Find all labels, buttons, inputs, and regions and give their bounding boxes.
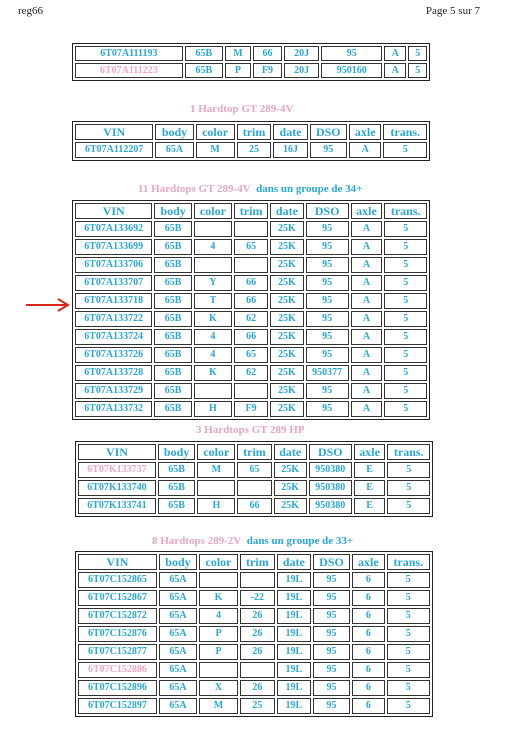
cell-date: 25K (274, 498, 307, 514)
table-row (78, 626, 430, 642)
cell-body: 65B (185, 46, 223, 61)
cell-axle: A (351, 221, 383, 237)
cell-dso: 950380 (309, 480, 352, 496)
column-header: trans. (384, 203, 427, 219)
column-header: trans. (387, 444, 430, 460)
table-row (78, 572, 430, 588)
cell-vin: 6T07A133722 (75, 311, 152, 327)
cell-trans: 5 (387, 590, 430, 606)
column-header: axle (352, 554, 384, 570)
cell-body: 65A (159, 626, 197, 642)
cell-color: P (199, 644, 238, 660)
cell-dso: 95 (306, 383, 349, 399)
cell-trim: 26 (240, 644, 275, 660)
cell-vin: 6T07A111223 (75, 63, 183, 78)
cell-vin: 6T07A133706 (75, 257, 152, 273)
section-title-text: 11 Hardtops GT 289-4V (138, 183, 251, 195)
table-row (75, 239, 427, 255)
cell-trim: 25 (237, 142, 272, 158)
cell-date: 25K (270, 257, 303, 273)
cell-axle: 6 (352, 698, 384, 714)
column-header: color (197, 444, 235, 460)
table-row (78, 662, 430, 678)
cell-vin: 6T07A133707 (75, 275, 152, 291)
cell-dso: 95 (313, 608, 350, 624)
cell-trans: 5 (384, 401, 427, 417)
cell-axle: A (349, 142, 381, 158)
cell-axle: E (354, 480, 386, 496)
cell-trans: 5 (387, 608, 430, 624)
cell-axle: 6 (352, 608, 384, 624)
cell-trans: 5 (384, 293, 427, 309)
table-header-row (78, 444, 430, 460)
cell-date: 25K (270, 401, 303, 417)
column-header: body (155, 124, 193, 140)
cell-axle: A (351, 401, 383, 417)
cell-date: 19L (277, 572, 311, 588)
cell-body: 65A (159, 680, 197, 696)
table-row (75, 293, 427, 309)
cell-color (194, 383, 232, 399)
column-header: body (154, 203, 191, 219)
cell-trans: 5 (384, 221, 427, 237)
cell-body: 65B (154, 221, 191, 237)
cell-vin: 6T07A133692 (75, 221, 152, 237)
cell-dso: 95 (313, 698, 350, 714)
cell-date: 25K (270, 365, 303, 381)
cell-dso: 95 (306, 401, 349, 417)
cell-vin: 6T07K133741 (78, 498, 156, 514)
cell-color: H (197, 498, 235, 514)
table-row (78, 680, 430, 696)
cell-vin: 6T07A133724 (75, 329, 152, 345)
cell-trim: 66 (234, 329, 268, 345)
cell-trim: 26 (240, 680, 275, 696)
column-header: VIN (75, 124, 153, 140)
cell-body: 65B (154, 239, 191, 255)
cell-date: 25K (274, 480, 307, 496)
cell-vin: 6T07C152867 (78, 590, 157, 606)
cell-vin: 6T07C152865 (78, 572, 157, 588)
cell-date: 25K (270, 329, 303, 345)
table-row (78, 498, 430, 514)
column-header: date (273, 124, 307, 140)
cell-trim: 66 (234, 293, 268, 309)
table-header-row (78, 554, 430, 570)
cell-vin: 6T07C152886 (78, 662, 157, 678)
cell-color: 4 (199, 608, 238, 624)
cell-date: 19L (277, 590, 311, 606)
cell-trans: 5 (387, 462, 430, 478)
cell-trim: F9 (253, 63, 282, 78)
cell-body: 65B (154, 311, 191, 327)
table-row (78, 698, 430, 714)
cell-trans: 5 (384, 365, 427, 381)
cell-axle: A (384, 46, 406, 61)
cell-body: 65B (154, 401, 191, 417)
cell-body: 65B (154, 275, 191, 291)
cell-trans: 5 (408, 63, 427, 78)
column-header: date (274, 444, 307, 460)
table-row (75, 257, 427, 273)
cell-trim: 62 (234, 311, 268, 327)
cell-vin: 6T07K133737 (78, 462, 156, 478)
cell-trim (240, 662, 275, 678)
cell-body: 65B (158, 480, 195, 496)
cell-vin: 6T07C152876 (78, 626, 157, 642)
cell-date: 19L (277, 644, 311, 660)
column-header: VIN (75, 203, 152, 219)
cell-color (197, 480, 235, 496)
cell-date: 25K (270, 221, 303, 237)
column-header: trim (234, 203, 268, 219)
cell-date: 25K (270, 347, 303, 363)
cell-date: 19L (277, 662, 311, 678)
vin-table-289-2v-group (75, 551, 433, 717)
cell-date: 19L (277, 608, 311, 624)
cell-color: K (199, 590, 238, 606)
cell-trim: 65 (234, 239, 268, 255)
cell-trans: 5 (387, 698, 430, 714)
cell-color: 4 (194, 347, 232, 363)
column-header: axle (349, 124, 381, 140)
cell-date: 25K (270, 383, 303, 399)
cell-trans: 5 (387, 480, 430, 496)
cell-color: M (199, 698, 238, 714)
cell-dso: 95 (306, 329, 349, 345)
table-row (78, 608, 430, 624)
table-row (75, 221, 427, 237)
cell-trans: 5 (384, 311, 427, 327)
column-header: body (158, 444, 195, 460)
cell-trans: 5 (384, 329, 427, 345)
column-header: trans. (383, 124, 427, 140)
cell-dso: 95 (310, 142, 347, 158)
cell-date: 19L (277, 626, 311, 642)
cell-vin: 6T07A133726 (75, 347, 152, 363)
cell-axle: A (384, 63, 406, 78)
column-header: DSO (313, 554, 350, 570)
table-row (75, 383, 427, 399)
cell-axle: A (351, 293, 383, 309)
cell-dso: 95 (306, 239, 349, 255)
cell-body: 65A (159, 698, 197, 714)
table-row (75, 142, 427, 158)
vin-table-continued (72, 43, 430, 81)
cell-axle: A (351, 239, 383, 255)
cell-color: T (194, 293, 232, 309)
cell-trim (234, 221, 268, 237)
cell-dso: 95 (306, 221, 349, 237)
cell-axle: 6 (352, 572, 384, 588)
cell-body: 65A (159, 590, 197, 606)
vin-table-gt-289-4v-group (72, 200, 430, 420)
cell-body: 65B (154, 257, 191, 273)
cell-trim: -22 (240, 590, 275, 606)
column-header: DSO (306, 203, 349, 219)
column-header: body (159, 554, 197, 570)
cell-axle: 6 (352, 680, 384, 696)
cell-color: M (196, 142, 235, 158)
column-header: color (194, 203, 232, 219)
cell-trans: 5 (387, 680, 430, 696)
vin-table-gt-289-4v-single (72, 121, 430, 161)
cell-axle: A (351, 365, 383, 381)
column-header: trim (240, 554, 275, 570)
column-header: VIN (78, 444, 156, 460)
page-header-left: reg66 (18, 5, 44, 17)
cell-trim: 26 (240, 626, 275, 642)
cell-vin: 6T07A111193 (75, 46, 183, 61)
cell-body: 65B (158, 462, 195, 478)
section-title-text: 3 Hardtops GT 289 HP (196, 424, 305, 436)
cell-body: 65B (154, 293, 191, 309)
table-row (75, 46, 427, 61)
cell-trim: 66 (234, 275, 268, 291)
cell-axle: E (354, 462, 386, 478)
table-row (75, 63, 427, 78)
section-title-tail: dans un groupe de 34+ (256, 183, 363, 195)
cell-trans: 5 (387, 572, 430, 588)
cell-body: 65B (154, 365, 191, 381)
cell-trans: 5 (387, 498, 430, 514)
section-title-gt-289-hp (196, 424, 305, 436)
cell-date: 20J (284, 63, 319, 78)
cell-vin: 6T07A133732 (75, 401, 152, 417)
cell-trim: 62 (234, 365, 268, 381)
cell-date: 25K (270, 311, 303, 327)
vin-table-gt-289-hp (75, 441, 433, 517)
cell-body: 65A (159, 608, 197, 624)
cell-axle: A (351, 275, 383, 291)
cell-trim: F9 (234, 401, 268, 417)
cell-body: 65A (159, 644, 197, 660)
cell-body: 65B (154, 347, 191, 363)
table-row (78, 480, 430, 496)
cell-vin: 6T07C152897 (78, 698, 157, 714)
column-header: axle (354, 444, 386, 460)
cell-color: K (194, 365, 232, 381)
table-row (75, 347, 427, 363)
column-header: color (199, 554, 238, 570)
cell-dso: 950160 (321, 63, 382, 78)
cell-dso: 95 (313, 590, 350, 606)
cell-dso: 95 (306, 293, 349, 309)
cell-trim (237, 480, 271, 496)
cell-color: K (194, 311, 232, 327)
cell-vin: 6T07K133740 (78, 480, 156, 496)
cell-axle: E (354, 498, 386, 514)
cell-trim: 26 (240, 608, 275, 624)
cell-color (199, 572, 238, 588)
cell-body: 65A (155, 142, 193, 158)
cell-trans: 5 (384, 239, 427, 255)
cell-color: 4 (194, 329, 232, 345)
cell-color: Y (194, 275, 232, 291)
cell-vin: 6T07A133728 (75, 365, 152, 381)
table-row (75, 275, 427, 291)
table-row (78, 644, 430, 660)
cell-trans: 5 (383, 142, 427, 158)
cell-date: 19L (277, 698, 311, 714)
cell-axle: A (351, 329, 383, 345)
cell-vin: 6T07A133718 (75, 293, 152, 309)
cell-dso: 950380 (309, 462, 352, 478)
cell-trans: 5 (384, 347, 427, 363)
cell-trim: 65 (234, 347, 268, 363)
table-row (75, 401, 427, 417)
cell-date: 25K (270, 293, 303, 309)
cell-body: 65B (158, 498, 195, 514)
cell-date: 19L (277, 680, 311, 696)
cell-dso: 95 (313, 572, 350, 588)
cell-axle: A (351, 257, 383, 273)
cell-axle: 6 (352, 662, 384, 678)
cell-color: M (197, 462, 235, 478)
table-header-row (75, 203, 427, 219)
cell-body: 65A (159, 662, 197, 678)
cell-color: M (225, 46, 251, 61)
cell-trans: 5 (384, 275, 427, 291)
cell-dso: 95 (313, 680, 350, 696)
cell-color: 4 (194, 239, 232, 255)
cell-dso: 95 (306, 347, 349, 363)
cell-body: 65B (154, 329, 191, 345)
cell-trim: 25 (240, 698, 275, 714)
cell-dso: 95 (313, 626, 350, 642)
cell-trans: 5 (387, 662, 430, 678)
cell-color (199, 662, 238, 678)
section-title-289-2v-group (152, 535, 353, 547)
cell-body: 65B (154, 383, 191, 399)
column-header: trans. (387, 554, 430, 570)
cell-axle: 6 (352, 590, 384, 606)
cell-vin: 6T07C152877 (78, 644, 157, 660)
section-title-gt-289-4v-group (138, 183, 362, 195)
section-title-gt-289-4v-single (190, 103, 293, 115)
column-header: color (196, 124, 235, 140)
cell-dso: 95 (306, 311, 349, 327)
cell-dso: 95 (306, 257, 349, 273)
cell-vin: 6T07A133729 (75, 383, 152, 399)
cell-trim (234, 257, 268, 273)
cell-dso: 950377 (306, 365, 349, 381)
cell-axle: A (351, 311, 383, 327)
cell-color: X (199, 680, 238, 696)
cell-vin: 6T07A112207 (75, 142, 153, 158)
cell-trans: 5 (387, 626, 430, 642)
cell-dso: 95 (321, 46, 382, 61)
cell-date: 25K (270, 239, 303, 255)
cell-trim (234, 383, 268, 399)
table-row (78, 462, 430, 478)
cell-date: 20J (284, 46, 319, 61)
cell-dso: 950380 (309, 498, 352, 514)
cell-axle: A (351, 347, 383, 363)
cell-date: 25K (270, 275, 303, 291)
table-row (75, 311, 427, 327)
cell-trans: 5 (387, 644, 430, 660)
cell-trans: 5 (384, 257, 427, 273)
cell-date: 16J (273, 142, 307, 158)
cell-color: H (194, 401, 232, 417)
table-row (75, 365, 427, 381)
table-header-row (75, 124, 427, 140)
table-row (78, 590, 430, 606)
column-header: date (277, 554, 311, 570)
page-header-page-number: Page 5 sur 7 (425, 5, 480, 17)
cell-color: P (199, 626, 238, 642)
cell-axle: 6 (352, 644, 384, 660)
cell-color (194, 221, 232, 237)
cell-trans: 5 (408, 46, 427, 61)
cell-dso: 95 (313, 662, 350, 678)
column-header: DSO (309, 444, 352, 460)
section-title-text: 1 Hardtop GT 289-4V (190, 103, 294, 115)
section-title-tail: dans un groupe de 33+ (246, 535, 354, 547)
cell-color: P (225, 63, 251, 78)
column-header: trim (237, 124, 272, 140)
cell-trim (240, 572, 275, 588)
cell-color (194, 257, 232, 273)
column-header: date (270, 203, 303, 219)
column-header: VIN (78, 554, 157, 570)
column-header: DSO (310, 124, 347, 140)
cell-body: 65B (185, 63, 223, 78)
cell-date: 25K (274, 462, 307, 478)
cell-trans: 5 (384, 383, 427, 399)
column-header: axle (351, 203, 383, 219)
cell-vin: 6T07C152872 (78, 608, 157, 624)
section-title-text: 8 Hardtops 289-2V (152, 535, 242, 547)
cell-body: 65A (159, 572, 197, 588)
column-header: trim (237, 444, 271, 460)
cell-vin: 6T07C152896 (78, 680, 157, 696)
cell-trim: 66 (237, 498, 271, 514)
table-row (75, 329, 427, 345)
cell-axle: A (351, 383, 383, 399)
cell-dso: 95 (313, 644, 350, 660)
red-arrow-icon (26, 298, 74, 312)
cell-trim: 66 (253, 46, 282, 61)
cell-dso: 95 (306, 275, 349, 291)
cell-axle: 6 (352, 626, 384, 642)
cell-vin: 6T07A133699 (75, 239, 152, 255)
cell-trim: 65 (237, 462, 271, 478)
